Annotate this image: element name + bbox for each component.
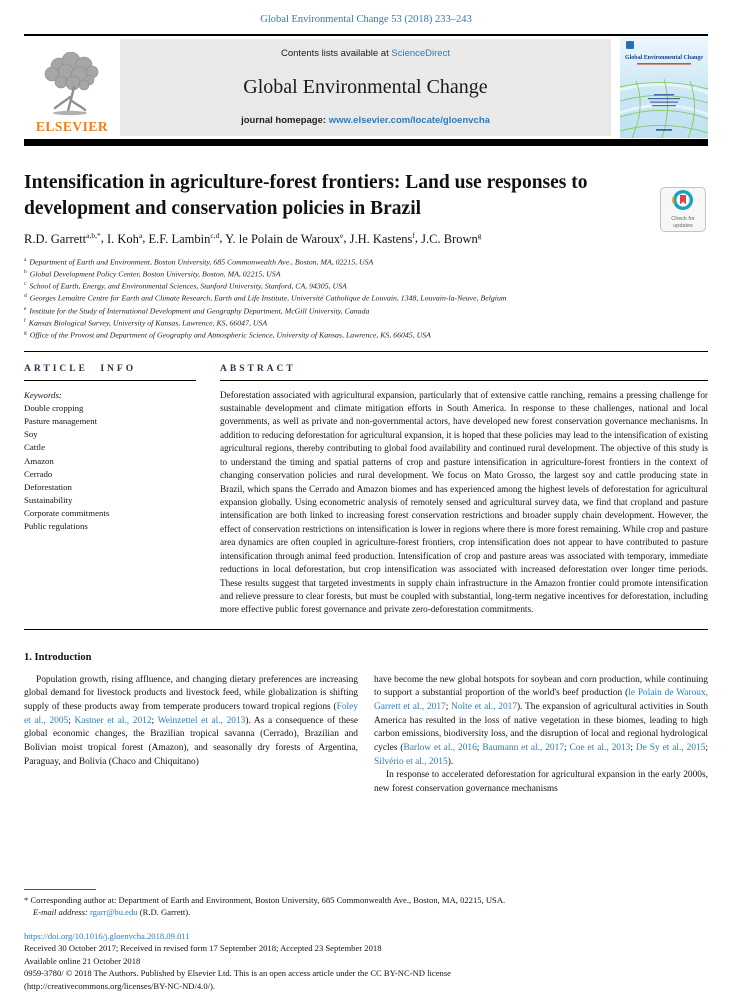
paragraph: In response to accelerated deforestation for agricultural expansion in the early 2000s, new forest conservation governance mechanisms: [374, 770, 708, 794]
keyword-item: Cattle: [24, 442, 46, 453]
email-suffix: (R.D. Garrett).: [137, 907, 191, 918]
email-link[interactable]: rgarr@bu.edu: [89, 907, 138, 918]
info-abstract-section: [24, 352, 708, 617]
author-name: R.D. Garrett$^{a,b,*}$: [24, 230, 101, 246]
citation-link[interactable]: Nolte et al., 2017: [451, 702, 518, 713]
citation-link[interactable]: Coe et al., 2013: [569, 742, 631, 753]
citation-link[interactable]: Weinzettel et al., 2013: [157, 715, 246, 726]
affiliation-item: $^g$ Office of the Provost and Department of Geography and Atmospheric Science, University of Kansas, Lawrence, KS, 66045, USA: [24, 330, 431, 340]
author-name: J.C. Brown$^g$: [421, 230, 482, 246]
masthead-journal-title: Global Environmental Change: [243, 75, 488, 98]
abstract-text: Deforestation associated with agricultural expansion, particularly that of extensive cattle ranching, remains a pressing challenge for sustainable development and climate mitigation efforts in South America. In response to these challenges, national and local governments, as well as private and non-governmental actors, have developed new forest conservation governance mechanisms. In addition to reducing deforestation for agricultural expansion, it is hoped that these policies may lead to the intensification of existing agricultural regions, thereby contributing to global food availability and continued rural development. The objective of this study is to understand the timing and spatial patterns of crop and pasture intensification in agriculture-forest frontiers in the context of changing conservation policies and rural development. We focus on Mato Grosso, the largest soy and cattle producing state in Brazil, which spans the Cerrado and Amazon biomes and has experienced among the highest levels of deforestation for agricultural expansion globally. Using econometric analysis of remotely sensed and agricultural survey data, we find that cropland and pasture intensification are both linked to increasing forest conservation restrictions and broader supply chain development. However, the effect of conservation restrictions on intensification is lower in regions where there is more forest remaining. While crop and pasture area dynamics are often coupled in agriculture-forest frontiers, crop intensification does not appear to have contributed to pasture intensification through animal feed production. Intensification of crop and pasture areas was associated with temporary, immediate reductions in local deforestation, but crop intensification was associated with increased deforestation over longer time periods. These results suggest that targeted investments in supply chain infrastructure in the Amazon frontier could promote intensification and relieve pressure to clear forests, but must be coupled with substantial, long-term negative incentives for deforestation, including more effective public forest governance and private zero-deforestation commitments.: [220, 389, 708, 615]
masthead-center: [120, 39, 611, 136]
keyword-item: Soy: [24, 429, 38, 440]
keyword-item: Cerrado: [24, 468, 53, 479]
affiliation-item: $^e$ Institute for the Study of International Development and Geography Department, McGill University, Canada: [24, 305, 370, 316]
affiliation-item: $^d$ Georges Lemaître Centre for Earth and Climate Research, Earth and Life Institute, Université Catholique de Louvain, 1348, Louvain-la-Neuve, Belgium: [24, 293, 507, 304]
keyword-item: Pasture management: [24, 415, 98, 426]
abstract-column: [220, 352, 708, 617]
article-info-heading: ARTICLE INFO: [24, 363, 137, 374]
affiliations-list: [24, 256, 708, 342]
cover-mini-logo: [626, 41, 634, 49]
authors-line: R.D. Garrett$^{a,b,*}$, I. Koh$^a$, E.F. Lambin$^{c,d}$, Y. le Polain de Waroux$^e$, J.H. Kastens$^f$, J.C. Brown$^g$: [24, 230, 482, 246]
keyword-item: Amazon: [24, 455, 54, 466]
journal-cover-thumbnail: [620, 37, 708, 134]
abstract-heading: ABSTRACT: [220, 363, 296, 374]
cover-title: Global Environmental Change: [625, 54, 704, 61]
crossmark-icon: [672, 189, 694, 216]
article-info-column: [24, 352, 220, 617]
keyword-item: Double cropping: [24, 402, 84, 413]
article-info-underline: [24, 380, 196, 381]
elsevier-logo: [24, 39, 120, 136]
elsevier-wordmark: ELSEVIER: [35, 119, 109, 134]
received-line: Received 30 October 2017; Received in revised form 17 September 2018; Accepted 23 September 2018: [24, 943, 382, 954]
introduction-body: [24, 674, 708, 797]
abstract-underline: [220, 380, 708, 381]
affiliation-item: $^c$ School of Earth, Energy, and Environmental Sciences, Stanford University, Stanford, CA, 94305, USA: [24, 281, 347, 291]
keyword-item: Deforestation: [24, 481, 72, 492]
author-name: E.F. Lambin$^{c,d}$: [148, 230, 220, 246]
doi-link[interactable]: https://doi.org/10.1016/j.gloenvcha.2018.09.011: [24, 930, 190, 941]
keywords-label: Keywords:: [24, 389, 62, 400]
affiliation-item: $^b$ Global Development Policy Center, Boston University, Boston, MA, 02215, USA: [24, 268, 281, 279]
check-badge-label-1: Check for: [671, 216, 695, 223]
article-title: Intensification in agriculture-forest frontiers: Land use responses to development and conservation policies in Brazil: [24, 172, 588, 219]
keyword-item: Corporate commitments: [24, 508, 110, 519]
keywords-list: [24, 402, 196, 534]
citation-link[interactable]: Kastner et al., 2012: [74, 715, 152, 726]
copyright-line: 0959-3780/ © 2018 The Authors. Published by Elsevier Ltd. This is an open access article under the CC BY-NC-ND license: [24, 968, 451, 979]
license-line: (http://creativecommons.org/licenses/BY-NC-ND/4.0/).: [24, 980, 216, 991]
journal-reference: Global Environmental Change 53 (2018) 233–243: [260, 14, 472, 25]
available-line: Available online 21 October 2018: [24, 955, 141, 966]
author-name: I. Koh$^a$: [106, 230, 143, 246]
homepage-link[interactable]: www.elsevier.com/locate/gloenvcha: [328, 115, 490, 126]
citation-link[interactable]: Barlow et al., 2016: [403, 742, 477, 753]
masthead-black-bar: [24, 139, 708, 146]
homepage-line: [241, 115, 490, 126]
page-footer: [24, 889, 708, 992]
email-line: [33, 906, 708, 918]
check-for-updates-badge[interactable]: [660, 187, 706, 232]
masthead: [24, 39, 708, 136]
author-name: Y. le Polain de Waroux$^e$: [225, 230, 344, 246]
citation-link[interactable]: Silvério et al., 2015: [374, 756, 448, 767]
elsevier-tree-icon: [39, 52, 105, 121]
intro-col-left: [24, 674, 358, 797]
contents-line: [281, 48, 450, 59]
citation-link[interactable]: Baumann et al., 2017: [482, 742, 564, 753]
contents-prefix: Contents lists available at: [281, 48, 392, 59]
keyword-item: Public regulations: [24, 521, 88, 532]
section-divider-bottom: [24, 629, 708, 630]
email-label: E-mail address:: [33, 907, 90, 918]
top-rule: [24, 34, 708, 36]
citation-link[interactable]: De Sy et al., 2015: [635, 742, 706, 753]
check-badge-label-2: updates: [673, 223, 693, 229]
citation-link[interactable]: le Polain de Waroux, Garrett et al., 2017: [374, 688, 708, 713]
introduction-heading: 1. Introduction: [24, 651, 92, 663]
sciencedirect-link[interactable]: ScienceDirect: [391, 48, 450, 59]
affiliation-item: $^f$ Kansas Biological Survey, University of Kansas, Lawrence, KS, 66047, USA: [24, 318, 268, 328]
paragraph: Population growth, rising affluence, and changing dietary preferences are increasing global demand for livestock products and livestock feed, while globalization is shifting supply of these products away from temperate producers toward tropical regions (Foley et al., 2005; Kastner et al., 2012; Weinzettel et al., 2013). As a consequence of these global economic changes, the Brazilian tropical savanna (Cerrado), Brazilian and Bolivian moist tropical forest (Amazon), and seasonally dry forests of Argentina, Paraguay, and Bolivia (Chaco and Chiquitano): [24, 674, 359, 767]
corresponding-author-note: * Corresponding author at: Department of Earth and Environment, Boston University, 685 Commonwealth Ave., Boston, MA, 02215, USA.: [24, 894, 506, 905]
keyword-item: Sustainability: [24, 495, 73, 506]
footnote-divider: [24, 889, 96, 890]
affiliation-item: $^a$ Department of Earth and Environment, Boston University, 685 Commonwealth Ave., Boston, MA, 02215, USA: [24, 256, 374, 267]
intro-col-right: [374, 674, 708, 797]
homepage-label: journal homepage:: [241, 115, 329, 126]
paragraph: have become the new global hotspots for soybean and corn production, while continuing to support a substantial proportion of the world's beef production (le Polain de Waroux, Garrett et al., 2017; Nolte et al., 2017). The expansion of agricultural activities in South America has resulted in the loss of native vegetation in these biomes, leading to high carbon emissions, biodiversity loss, and the disruption of local and regional hydrological cycles (Barlow et al., 2016; Baumann et al., 2017; Coe et al., 2013; De Sy et al., 2015; Silvério et al., 2015).: [374, 674, 709, 767]
author-name: J.H. Kastens$^f$: [349, 230, 415, 246]
citation-link[interactable]: Foley et al., 2005: [24, 702, 358, 726]
